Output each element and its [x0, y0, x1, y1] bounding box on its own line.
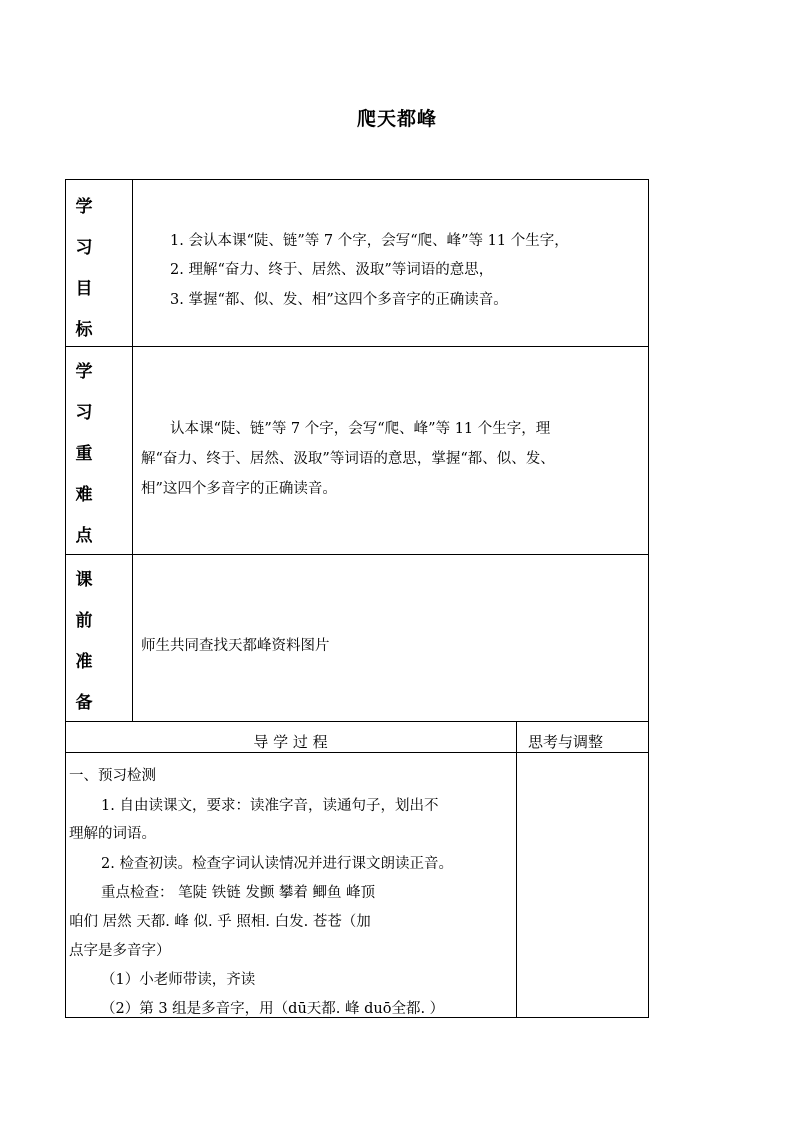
goals-label: [66, 180, 102, 346]
key-points-label: [66, 347, 102, 554]
table-row-divider-3: [65, 721, 649, 722]
preparation-label-char: 课: [75, 570, 93, 590]
table-row-divider-2: [65, 554, 649, 555]
preparation-label-char: 前: [75, 611, 93, 631]
goal-item: 1. 会认本课“陡、链”等 7 个字，会写“爬、峰”等 11 个生字，: [170, 233, 569, 249]
key-points-text-line: 相”这四个多音字的正确读音。: [141, 481, 337, 497]
process-line: （1）小老师带读，齐读: [101, 972, 256, 988]
page-title: 爬天都峰: [356, 108, 437, 130]
preparation-label-char: 备: [75, 693, 93, 713]
table-border-right: [648, 179, 649, 1018]
table-row-divider-1: [65, 346, 649, 347]
key-points-label-char: 学: [75, 362, 93, 382]
label-column-divider: [132, 179, 133, 722]
process-line: 1. 自由读课文，要求：读准字音，读通句子，划出不: [101, 798, 439, 814]
reflection-header: 思考与调整: [528, 733, 604, 751]
process-header: 导 学 过 程: [253, 733, 328, 751]
key-points-label-char: 重: [75, 444, 93, 464]
process-line: 咱们 居然 天都. 峰 似. 乎 照相. 白发. 苍苍（加: [69, 914, 371, 930]
goal-item: 3. 掌握“都、似、发、相”这四个多音字的正确读音。: [170, 292, 508, 308]
process-line: 点字是多音字）: [69, 943, 171, 959]
goal-item: 2. 理解“奋力、终于、居然、汲取”等词语的意思，: [170, 262, 494, 278]
key-points-label-char: 点: [75, 526, 93, 546]
goals-label-char: 学: [75, 197, 93, 217]
key-points-text-line: 认本课“陡、链”等 7 个字，会写“爬、峰”等 11 个生字，理: [170, 421, 551, 437]
goals-label-char: 标: [75, 320, 93, 340]
preparation-text: 师生共同查找天都峰资料图片: [141, 638, 330, 654]
table-row-divider-4: [65, 752, 649, 753]
preparation-label-char: 准: [75, 652, 93, 672]
process-line: （2）第 3 组是多音字，用（dū天都. 峰 duō全都. ）: [101, 1001, 445, 1017]
key-points-label-char: 难: [75, 485, 93, 505]
process-line: 2. 检查初读。检查字词认读情况并进行课文朗读正音。: [101, 856, 453, 872]
reflection-column-divider: [516, 721, 517, 1018]
preparation-label: [66, 555, 102, 721]
process-line: 一、预习检测: [69, 768, 156, 784]
key-points-text-line: 解“奋力、终于、居然、汲取”等词语的意思，掌握“都、似、发、: [141, 451, 555, 467]
process-line: 理解的词语。: [69, 826, 156, 842]
goals-label-char: 习: [75, 238, 93, 258]
key-points-label-char: 习: [75, 403, 93, 423]
goals-label-char: 目: [75, 279, 93, 299]
process-line: 重点检查： 笔陡 铁链 发颤 攀着 鲫鱼 峰顶: [101, 885, 376, 901]
table-border-top: [65, 179, 649, 180]
